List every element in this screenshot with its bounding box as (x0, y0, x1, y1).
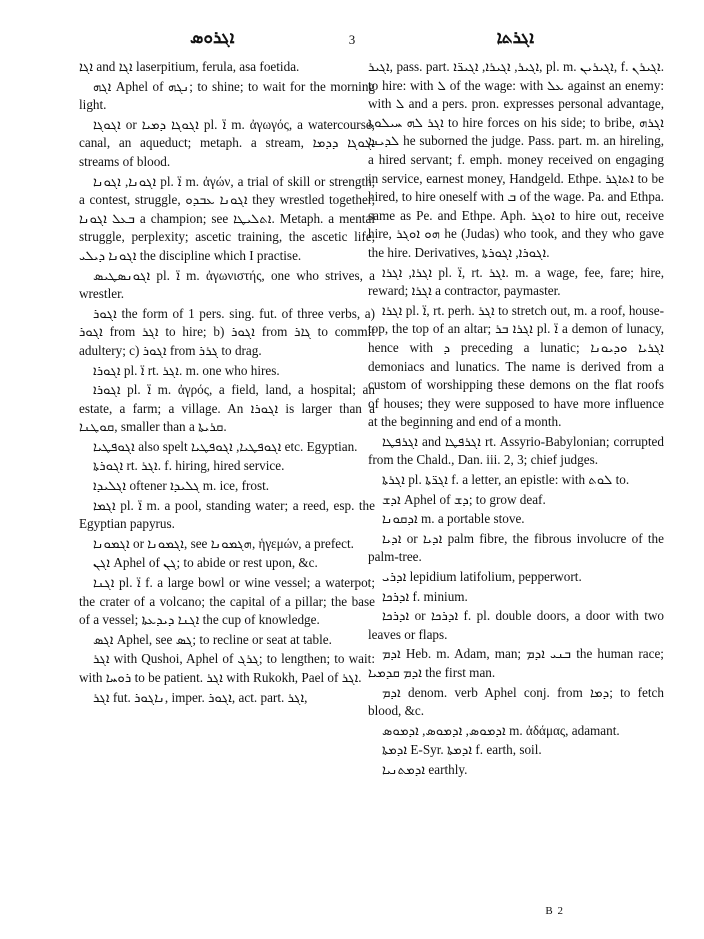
left-column (79, 58, 375, 908)
dictionary-entry: ܐܓܪܐ pl. ܐ̈, rt. perh. ܐܓܪ to stretch out, m. a roof, house-top, the top of an altar; ܐܓܪܐ ܒܪ pl. ܐ̈ a demon of lunacy, hence with ܕ preceding a lunatic; ܐܓܪܝܐ ܘܕܝܘܢܐ demoniacs and lunatics. The name is derived from a custom of worshipping these demons on the flat roofs of houses; they were supposed to have more influence at the beginning and end of a month. (368, 302, 664, 430)
dictionary-entry: ܐܕܫ Aphel of ܕܫ; to grow deaf. (382, 491, 546, 507)
dictionary-entry: ܐܕܪܝ lepidium latifolium, pepperwort. (382, 569, 582, 585)
dictionary-entry: ܐܓܘܪܐ pl. ܐ̈ rt. ܐܓܪ. m. one who hires. (93, 362, 280, 378)
dictionary-entry: ܐܓܪܐ, ܐܓܪܐ pl. ܐ̈, rt. ܐܓܪ. m. a wage, fee, fare; hire, reward; ܐܓܪܐ a contractor, paymaster. (368, 264, 664, 299)
dictionary-entry: ܐܓܘܪܐ pl. ܐ̈ m. ἀγρός, a field, land, a hospital; an estate, a farm; a village. An ܐܓܘܪܐ is larger than a ܩܘܛܢܐ, smaller than a ܩܪܝܬܐ. (79, 382, 375, 435)
dictionary-entry: ܐܓܘܪܬܐ rt. ܐܓܪ. f. hiring, hired service. (93, 458, 285, 474)
dictionary-entry: ܐܓܪ fut. ܢܐܓܘܪ, imper. ܐܓܘܪ, act. part. ܐܓܪ, (93, 689, 308, 705)
dictionary-entry: ܐܓܘܪ the form of 1 pers. sing. fut. of three verbs, a) ܐܓܘܪ from ܐܓܪ to hire; b) ܐܓܘܪ from ܓܐܪ to commit adultery; c) ܐܓܘܪ from ܓܪܪ to drag. (79, 305, 375, 358)
dictionary-entry: ܐܕܡܬܐ E-Syr. ܐܕܡܬܐ f. earth, soil. (382, 742, 542, 758)
dictionary-entry: ܐܓܢ Aphel of ܓܢ; to abide or rest upon, &c. (93, 555, 318, 571)
printer-signature: B 2 (545, 905, 564, 917)
dictionary-entry: ܐܕܡܬܢܝܐ earthly. (382, 761, 468, 777)
dictionary-entry: ܐܓܝܪ, pass. part. ܐܓܝܪ, ܐܓܝܪܐ, ܐܓܝܪ̈ܐ, pl. m. ܐܓܝܪܝܢ, f. ܐܓܝܪܢ. to hire: with ܠ of the wage: with ܥܠ against an enemy: with ܠ and a pers. pron. expresses personal advantage, ܐܓܪ ܠܗ ܚܝܠܘܬܐ to hire forces on his side; to bribe, ܐܓܪܗ ܠܕܝܢܐ he suborned the judge. Pass. part. m. an hireling, a hired servant; f. emph. money received on engaging in service, earnest money, Handgeld. Ethpe. ܐܬܐܓܪ to be hired, to hire oneself with ܒ of the wage. Pa. and Ethpa. same as Pe. and Ethpe. Aph. ܐܘܓܪ to hire out, receive hire, ܗܘ ܐܘܓܪ he (Judas) who took, and they who gave the hire. Derivatives, ܐܓܘܪܐ, ܐܓܘܪܬܐ. (368, 59, 664, 260)
dictionary-entry: ܐܓܪܦܛܐ and ܐܓܪܦܛܐ rt. Assyrio-Babylonian; corrupted from the Chald., Dan. iii. 2, 3; chief judges. (368, 433, 664, 468)
dictionary-entry: ܐܕܩܘܢܐ m. a portable stove. (382, 511, 525, 527)
header-right-title: ܐܓܪܬܐ (496, 28, 534, 47)
dictionary-entry: ܐܓܪܬܐ pl. ܐܓܪ̈ܬܐ f. a letter, an epistle: with ܠܘܬ to. (382, 472, 630, 488)
page-number: 3 (348, 32, 356, 47)
dictionary-entry: ܐܓܡܐ pl. ܐ̈ m. a pool, standing water; a reed, esp. the Egyptian papyrus. (79, 497, 375, 532)
dictionary-entry: ܐܕܪܟܐ f. minium. (382, 588, 468, 604)
dictionary-entry: ܐܕܪܟܐ or ܐܕܪܟܐ f. pl. double doors, a door with two leaves or flaps. (368, 608, 664, 642)
dictionary-entry: ܐܓܪ with Qushoi, Aphel of ܓܪܓ; to lengthen; to wait: with ܪܘܚܐ to be patient. ܐܓܪ with Rukokh, Pael of ܐܓܪ. (79, 651, 375, 685)
dictionary-entry: ܐܓܘܦܛܝܐ also spelt ܐܓܘܦܛܝܐ, ܐܓܘܦܛܝܐ etc. Egyptian. (93, 438, 358, 454)
dictionary-entry: ܐܓܢܐ pl. ܐ̈ f. a large bowl or wine vessel; a waterpot; the crater of a volcano; the capital of a pillar; the base of a vessel; ܐܓܢܐ ܕܝܕܥܬܐ the cup of knowledge. (79, 575, 375, 628)
dictionary-entry: ܐܕܡܘܣ, ܐܕܡܘܣ, ܐܕܡܘܣ m. ἀδάμας, adamant. (382, 722, 620, 738)
dictionary-entry: ܐܓܘܢܣܛܝܣ pl. ܐ̈ m. ἀγωνιστής, one who strives, a wrestler. (79, 267, 375, 302)
dictionary-entry: ܐܕܡ denom. verb Aphel conj. from ܕܡܐ; to fetch blood, &c. (368, 684, 664, 719)
dictionary-entry: ܐܓܘܢܐ, ܐܓܘܢܐ pl. ܐ̈ m. ἀγών, a trial of skill or strength, a contest, struggle, ܐܓܘܢܐ ܥܒܕܘ they wrestled together, ܒܥܠ ܐܓܘܢܐ a champion; see ܐܬܠܝܛܐ. Metaph. a mental struggle, perplexity; ascetic training, the ascetic life, ܐܓܘܢܐ ܕܝܠܝ the discipline which I practise. (79, 173, 375, 263)
dictionary-entry: ܐܕܡ Heb. m. Adam, man; ܒܢܝ ܐܕܡ the human race; ܐܕܡ ܩܕܡܝܐ the first man. (368, 646, 664, 680)
dictionary-entry: ܐܓܠܝܕܐ oftener ܓܠܝܕܐ m. ice, frost. (93, 478, 270, 494)
dictionary-entry: ܐܕܝܐ or ܐܕܝܐ palm fibre, the fibrous involucre of the palm-tree. (368, 530, 664, 565)
dictionary-entry: ܐܓܐ and ܐܓܐ laserpitium, ferula, asa foetida. (79, 59, 300, 74)
dictionary-entry: ܐܓܣ Aphel, see ܓܣ; to recline or seat at table. (93, 631, 332, 647)
right-column (368, 58, 664, 908)
dictionary-entry: ܐܓܡܘܢܐ or ܐܓܡܘܢܐ, see ܗܓܡܘܢܐ, ἡγεμών, a prefect. (93, 535, 354, 551)
header-left-title: ܐܓܪܘܣ (190, 28, 235, 47)
dictionary-entry: ܐܓܗ Aphel of ܢܓܗ; to shine; to wait for the morning light. (79, 78, 375, 113)
dictionary-entry: ܐܓܘܓܐ or ܐܓܘܓܐ ܕܡܝܐ pl. ܐ̈ m. ἀγωγός, a watercourse, canal, an aqueduct; metaph. a stream, ܐܓܘܓܐ ܕܕܡܐ streams of blood. (79, 116, 375, 169)
